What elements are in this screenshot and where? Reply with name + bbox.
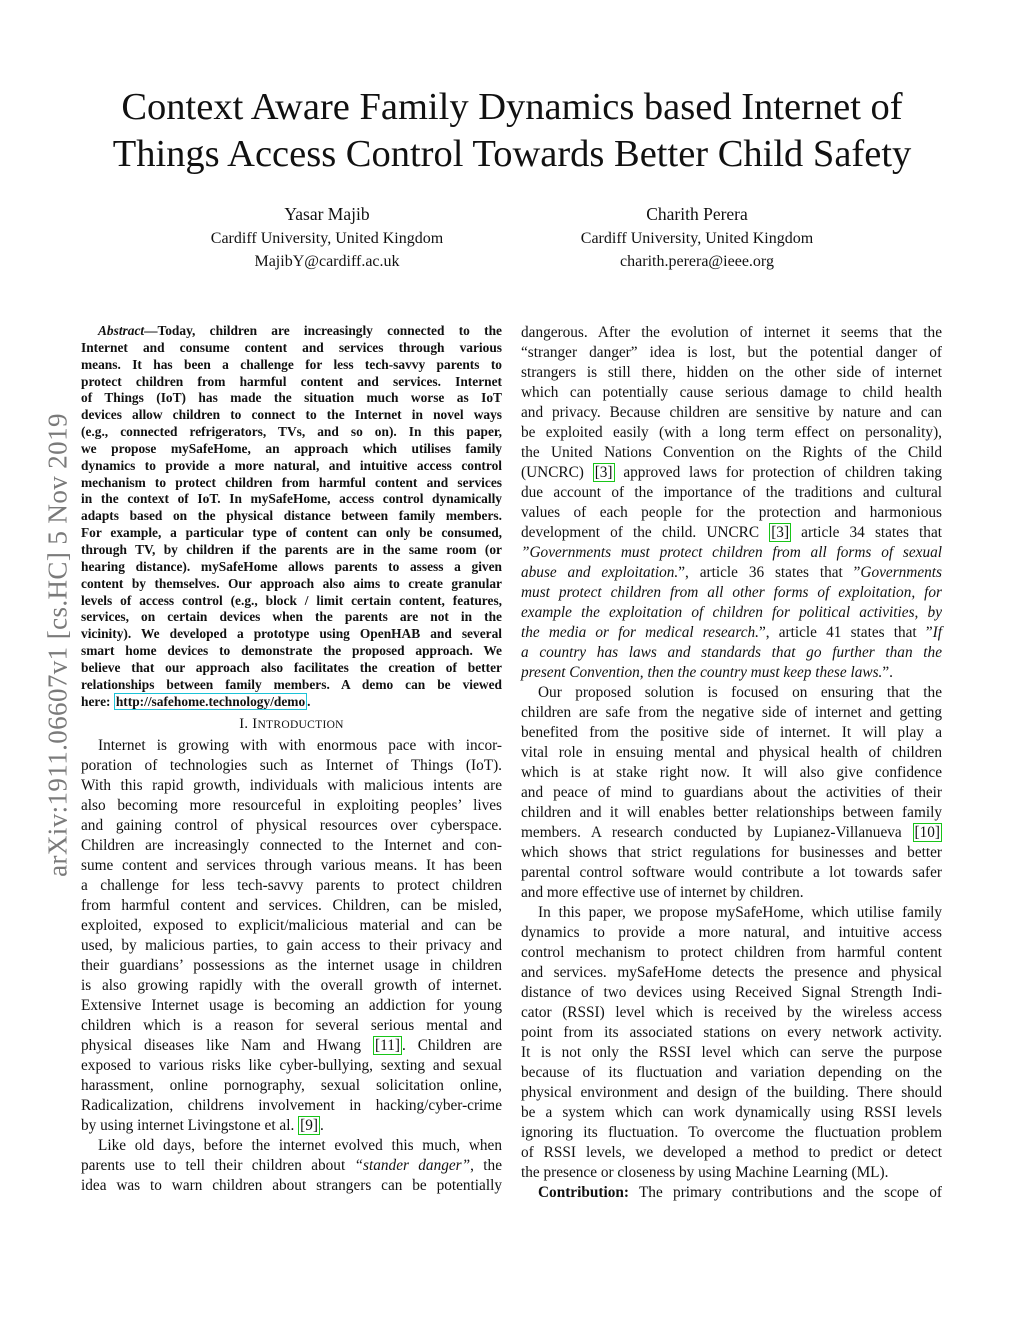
body-line: also becoming more resourceful in exploiting peoples’ lives xyxy=(81,797,502,815)
body-line: values of each people for the protection and harmonious xyxy=(521,504,942,521)
abstract-line: adapts based on the physical distance between family members. xyxy=(81,508,502,524)
body-line: physical environment and design of the building. There should xyxy=(521,1084,942,1101)
body-line: vital role in ensuing mental and physical health of children xyxy=(521,744,942,761)
title-line: Context Aware Family Dynamics based Internet of xyxy=(121,86,903,128)
abstract-line: of Things (IoT) has made the situation much worse as IoT xyxy=(81,390,502,406)
body-line: idea was to warn children about strangers can be potentially xyxy=(81,1177,502,1195)
body-line: development of the child. UNCRC [3] article 34 states that xyxy=(521,524,942,541)
body-line: of RSSI levels, we developed a method to predict or detect xyxy=(521,1144,942,1161)
author-block xyxy=(527,201,867,273)
abstract-line: mechanism to protect children from harmful content and services xyxy=(81,474,502,490)
body-line: Radicalization, childrens involvement in hacking/cyber-crime xyxy=(81,1097,502,1115)
body-line: benefited from the positive side of internet. It will play a xyxy=(521,724,942,741)
left-column xyxy=(81,323,502,1196)
body-line: Contribution: The primary contributions and the scope of xyxy=(538,1184,942,1201)
body-line: parental control software would contribute a lot towards safer xyxy=(521,864,942,881)
body-line: Like old days, before the internet evolved this much, when xyxy=(98,1137,502,1155)
body-line: It is not only the RSSI level which can serve the purpose xyxy=(521,1044,942,1061)
body-line: and privacy. Because children are sensitive by nature and can xyxy=(521,404,942,421)
body-line: by using internet Livingstone et al. [9] . xyxy=(81,1117,324,1135)
section-heading: I. INTRODUCTION xyxy=(239,716,344,733)
abstract-line: vicinity). We developed a prototype using OpenHAB and several xyxy=(81,626,502,642)
body-line: (UNCRC) [3] approved laws for protection of children taking xyxy=(521,464,942,481)
body-line: a challenge for less tech-savvy parents to protect children xyxy=(81,877,502,895)
body-line: children are safe from the negative side of internet and getting xyxy=(521,704,942,721)
abstract-line: Internet and consume content and services through various xyxy=(81,339,502,355)
citation-link[interactable]: [9] xyxy=(300,1117,318,1135)
abstract-line: levels of access control (e.g., block / limit certain content, features, xyxy=(81,592,502,608)
body-line: be a system which can work dynamically using RSSI levels xyxy=(521,1104,942,1121)
body-line: strangers is still there, hidden on the other side of internet xyxy=(521,364,942,381)
body-line: their guardians’ possessions as the internet usage in children xyxy=(81,957,502,975)
body-line: the presence or closeness by using Machine Learning (ML). xyxy=(521,1164,889,1181)
abstract-line: services, on certain devices when the parents are not in the xyxy=(81,609,502,625)
body-line: point from its associated stations on every network activity. xyxy=(521,1024,942,1041)
abstract-line: (e.g., connected refrigerators, TVs, and so on). In this paper, xyxy=(81,424,502,440)
body-line: which is at stake right now. It will also give confidence xyxy=(521,764,942,781)
body-line: poration of technologies such as Internet of Things (IoT). xyxy=(81,757,502,775)
body-line: ”Governments must protect children from all forms of sexual xyxy=(521,544,942,561)
body-line: Our proposed solution is focused on ensuring that the xyxy=(538,684,942,701)
body-line: members. A research conducted by Lupianez-Villanueva [10] xyxy=(521,824,940,841)
abstract-line: through TV, by children if the parents are in the same room (or xyxy=(81,541,502,557)
abstract-line: relationships between family members. A demo can be viewed xyxy=(81,676,502,692)
body-line: Internet is growing with with enormous pace with incor- xyxy=(98,737,502,755)
citation-link[interactable]: [3] xyxy=(771,524,790,541)
right-column xyxy=(521,323,942,1203)
body-line: exposed to various risks like cyber-bullying, sexting and sexual xyxy=(81,1057,502,1075)
body-line: Extensive Internet usage is becoming an addiction for young xyxy=(81,997,502,1015)
abstract-label: Abstract xyxy=(98,323,145,338)
body-line: abuse and exploitation.”, article 36 states that ”Governments xyxy=(521,564,942,581)
title-line: Things Access Control Towards Better Child Safety xyxy=(112,133,912,175)
abstract-line: in the context of IoT. In mySafeHome, access control dynamically xyxy=(81,491,502,507)
body-line: parents use to tell their children about “stander danger”, the xyxy=(81,1157,502,1175)
body-line: from harmful content and services. Children, can be misled, xyxy=(81,897,502,915)
abstract-line: devices allow children to connect to the Internet in novel ways xyxy=(81,407,502,423)
body-line: a country has laws and standards that go further than the xyxy=(521,644,942,661)
body-line: the media or for medical research.”, article 41 states that ”If xyxy=(521,624,942,641)
body-line: sume content and services through various means. It has been xyxy=(81,857,502,875)
abstract-line: dynamics to provide a more natural, and intuitive access control xyxy=(81,457,502,473)
body-line: because of its fluctuation and variation depending on the xyxy=(521,1064,942,1081)
body-line: harassment, online pornography, sexual solicitation online, xyxy=(81,1077,502,1095)
body-line: and services. mySafeHome detects the presence and physical xyxy=(521,964,942,981)
body-line: Children are increasingly connected to the Internet and con- xyxy=(81,837,502,855)
body-line: which shows that strict regulations for businesses and better xyxy=(521,844,942,861)
author-affiliation: Cardiff University, United Kingdom xyxy=(210,230,444,247)
abstract-line: Abstract—Today, children are increasingly connected to the xyxy=(98,323,502,338)
body-line: present Convention, then the country must keep these laws.”. xyxy=(521,664,894,681)
body-line: exploited, exposed to explicit/malicious material and can be xyxy=(81,917,502,935)
body-line: be exploited easily (with a long term effect on personality), xyxy=(521,424,942,441)
body-line: distance of two devices using Received Signal Strength Indi- xyxy=(521,984,942,1001)
author-name: Yasar Majib xyxy=(284,204,370,224)
body-line: and more effective use of internet by children. xyxy=(521,884,804,901)
body-line: children which is a reason for several serious mental and xyxy=(81,1017,502,1035)
abstract-line: content by themselves. Our approach also aims to create granular xyxy=(81,575,502,591)
body-line: and gaining control of physical resources over cyberspace. xyxy=(81,817,502,835)
author-name: Charith Perera xyxy=(646,204,748,224)
body-line: must protect children from all other forms of exploitation, for xyxy=(521,584,942,601)
body-line: example the exploitation of children for political activities, by xyxy=(521,604,942,621)
citation-link[interactable]: [3] xyxy=(594,464,613,481)
author-block xyxy=(157,201,497,273)
body-line: dangerous. After the evolution of internet it seems that the xyxy=(521,324,942,341)
abstract-line: For example, a particular type of content can only be consumed, xyxy=(81,525,502,541)
body-line: which can potentially cause serious damage to child health xyxy=(521,384,942,401)
author-email: MajibY@cardiff.ac.uk xyxy=(254,253,400,270)
body-line: and peace of mind to guardians about the activities of their xyxy=(521,784,942,801)
abstract-line: hearing distance). mySafeHome allows parents to assess a given xyxy=(81,558,502,574)
body-line: due account of the importance of the traditions and cultural xyxy=(521,484,942,501)
body-line: children and it will enables better relationships between family xyxy=(521,804,942,821)
demo-link[interactable]: http://safehome.technology/demo xyxy=(115,693,306,709)
abstract xyxy=(81,323,502,710)
body-line: With this rapid growth, individuals with malicious intents are xyxy=(81,777,502,795)
abstract-line: we propose mySafeHome, an approach which utilises family xyxy=(81,440,502,456)
body-line: dynamics to provide a more natural, and intuitive access xyxy=(521,924,942,941)
body-line: physical diseases like Nam and Hwang [11] . Children are xyxy=(81,1037,502,1055)
abstract-line: believe that our approach also facilitates the creation of better xyxy=(81,659,502,675)
abstract-line: here: http://safehome.technology/demo . xyxy=(81,693,311,709)
abstract-line: protect children from harmful content and services. Internet xyxy=(81,373,502,389)
body-line: ignoring its fluctuation. To overcome the fluctuation problem xyxy=(521,1124,942,1141)
body-line: “stranger danger” idea is lost, but the potential danger of xyxy=(521,344,942,361)
body-line: control mechanism to protect children from harmful content xyxy=(521,944,942,961)
author-email: charith.perera@ieee.org xyxy=(620,253,774,270)
body-line: cator (RSSI) level which is received by the wireless access xyxy=(521,1004,942,1021)
body-line: the United Nations Convention on the Rights of the Child xyxy=(521,444,942,461)
paper-title xyxy=(60,84,964,178)
abstract-line: smart home devices to demonstrate the proposed approach. We xyxy=(81,643,502,659)
contribution-label: Contribution: xyxy=(538,1184,629,1201)
body-line: is also growing rapidly with the overall growth of internet. xyxy=(81,977,502,995)
abstract-line: means. It has been a challenge for less tech-savvy parents to xyxy=(81,356,502,372)
citation-link[interactable]: [11] xyxy=(375,1037,400,1055)
body-line: used, by malicious parties, to gain access to their privacy and xyxy=(81,937,502,955)
citation-link[interactable]: [10] xyxy=(914,824,940,841)
author-affiliation: Cardiff University, United Kingdom xyxy=(580,230,814,247)
body-line: In this paper, we propose mySafeHome, which utilise family xyxy=(538,904,942,921)
